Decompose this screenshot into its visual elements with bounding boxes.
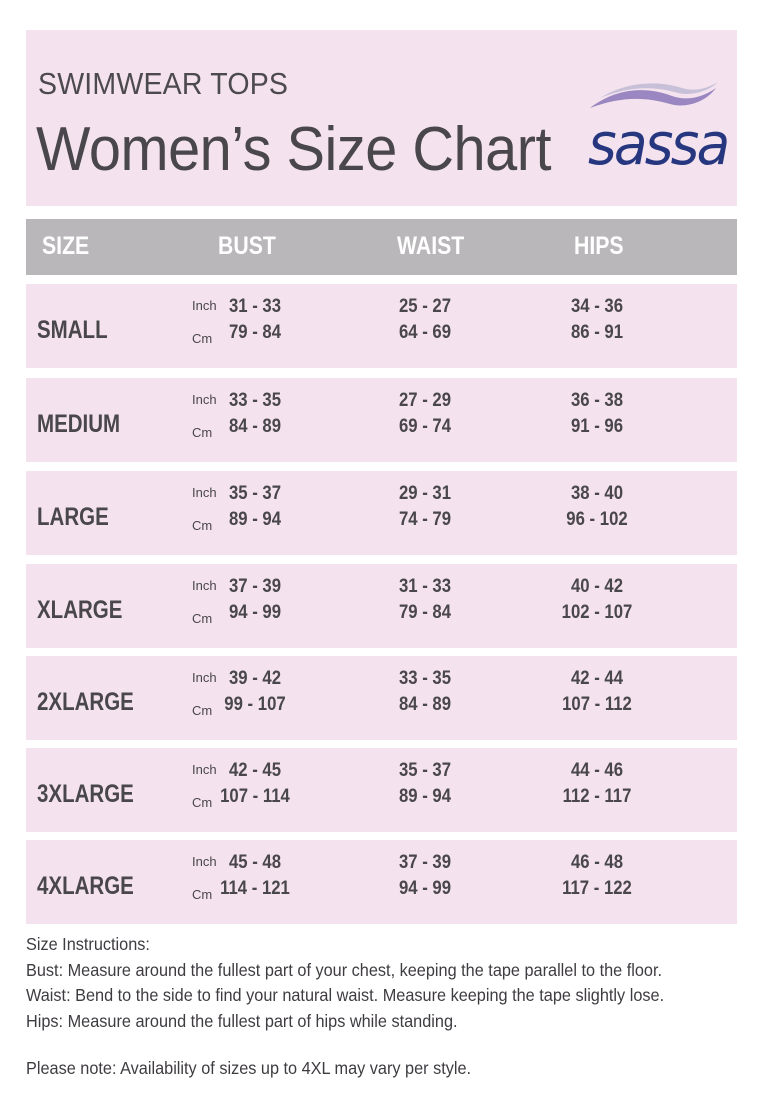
unit-inch: Inch [192,762,217,777]
size-label: SMALL [37,316,108,344]
bust-cm: 107 - 114 [220,786,290,807]
chart-title: Women’s Size Chart [36,115,552,184]
waist-cm: 64 - 69 [398,322,452,343]
waist-cm: 79 - 84 [398,602,452,623]
hips-cm: 117 - 122 [562,878,632,899]
brand-logo [586,78,728,178]
waist-inch: 27 - 29 [398,390,452,411]
waist-inch: 37 - 39 [398,852,452,873]
column-hips: HIPS [574,232,624,260]
bust-inch: 39 - 42 [228,668,282,689]
waist-inch: 33 - 35 [398,668,452,689]
hips-inch: 34 - 36 [570,296,624,317]
bust-cm: 114 - 121 [220,878,290,899]
table-row [26,564,737,648]
waist-inch: 35 - 37 [398,760,452,781]
waist-inch: 31 - 33 [398,576,452,597]
table-row [26,378,737,462]
bust-inch: 35 - 37 [228,483,282,504]
size-label: 2XLARGE [37,688,134,716]
unit-cm: Cm [192,611,213,626]
table-row [26,471,737,555]
availability-note: Please note: Availability of sizes up to 4XL may vary per style. [26,1058,472,1078]
instructions-heading: Size Instructions: [26,934,150,954]
waist-cm: 69 - 74 [398,416,452,437]
hips-inch: 44 - 46 [570,760,624,781]
instructions-waist: Waist: Bend to the side to find your natural waist. Measure keeping the tape slightly lose. [26,985,665,1005]
waist-cm: 94 - 99 [398,878,452,899]
table-row [26,656,737,740]
hips-cm: 91 - 96 [570,416,624,437]
waist-cm: 84 - 89 [398,694,452,715]
hips-cm: 96 - 102 [566,509,628,530]
size-label: 4XLARGE [37,872,134,900]
hips-cm: 112 - 117 [562,786,632,807]
bust-inch: 45 - 48 [228,852,282,873]
bust-cm: 99 - 107 [224,694,286,715]
hips-cm: 102 - 107 [561,602,633,623]
bust-inch: 37 - 39 [228,576,282,597]
unit-cm: Cm [192,795,213,810]
waist-inch: 25 - 27 [398,296,452,317]
bust-inch: 33 - 35 [228,390,282,411]
size-label: XLARGE [37,596,123,624]
unit-inch: Inch [192,578,217,593]
table-row [26,840,737,924]
instructions-bust: Bust: Measure around the fullest part of your chest, keeping the tape parallel to the floor. [26,959,663,980]
waist-inch: 29 - 31 [398,483,452,504]
unit-inch: Inch [192,670,217,685]
hips-inch: 46 - 48 [570,852,624,873]
waist-cm: 89 - 94 [398,786,452,807]
hips-inch: 42 - 44 [570,668,624,689]
bust-cm: 89 - 94 [228,509,282,530]
instructions-hips: Hips: Measure around the fullest part of hips while standing. [26,1010,458,1031]
unit-inch: Inch [192,485,217,500]
unit-inch: Inch [192,298,217,313]
hips-inch: 40 - 42 [570,576,624,597]
unit-cm: Cm [192,518,213,533]
unit-inch: Inch [192,854,217,869]
unit-cm: Cm [192,703,213,718]
column-header-bar [26,219,737,275]
column-bust: BUST [218,232,276,260]
header-panel [26,30,737,206]
table-row [26,748,737,832]
hips-cm: 86 - 91 [570,322,624,343]
bust-inch: 31 - 33 [228,296,282,317]
bust-cm: 84 - 89 [228,416,282,437]
hips-inch: 36 - 38 [570,390,624,411]
unit-cm: Cm [192,887,213,902]
bust-cm: 94 - 99 [228,602,282,623]
column-size: SIZE [42,232,90,260]
unit-inch: Inch [192,392,217,407]
bust-cm: 79 - 84 [228,322,282,343]
unit-cm: Cm [192,425,213,440]
table-row [26,284,737,368]
size-label: MEDIUM [37,410,121,438]
size-label: LARGE [37,503,109,531]
bust-inch: 42 - 45 [228,760,282,781]
size-instructions [26,932,696,1034]
hips-cm: 107 - 112 [562,694,632,715]
size-label: 3XLARGE [37,780,134,808]
unit-cm: Cm [192,331,213,346]
waist-cm: 74 - 79 [398,509,452,530]
hips-inch: 38 - 40 [570,483,624,504]
logo-text: sassa [588,110,728,178]
column-waist: WAIST [397,232,465,260]
chart-subtitle: SWIMWEAR TOPS [38,66,289,101]
